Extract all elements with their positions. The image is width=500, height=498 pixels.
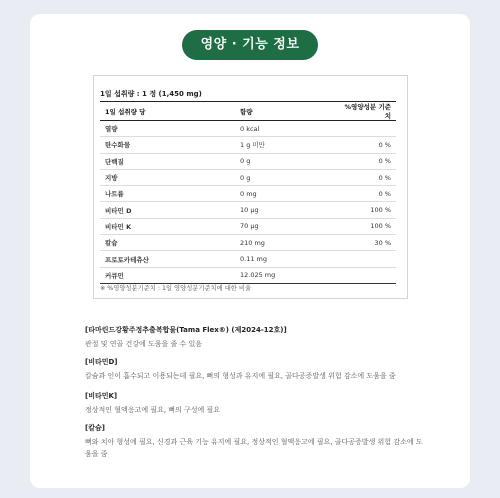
nutrient-name: 비타민 K: [100, 218, 235, 234]
table-row: [100, 267, 396, 283]
nutrient-amount: 210 mg: [235, 235, 335, 251]
nutrient-percent: [335, 121, 396, 137]
nutrient-name: 칼슘: [100, 235, 235, 251]
nutrient-name: 커큐민: [100, 267, 235, 283]
nutrient-amount: 0 g: [235, 153, 335, 169]
nutrient-percent: 0 %: [335, 153, 396, 169]
nutrient-amount: 1 g 미만: [235, 137, 335, 153]
table-row: [100, 251, 396, 267]
functional-claim-section: [85, 391, 425, 416]
nutrient-percent: [335, 267, 396, 283]
table-row: [100, 186, 396, 202]
functional-claim-section: [85, 325, 425, 350]
nutrient-amount: 0 g: [235, 169, 335, 185]
functional-claim-section: [85, 357, 425, 382]
nutrient-percent: 100 %: [335, 218, 396, 234]
section-heading: [비타민K]: [85, 392, 118, 400]
nutrient-percent: 100 %: [335, 202, 396, 218]
nutrient-amount: 0 kcal: [235, 121, 335, 137]
section-body: 관절 및 연골 건강에 도움을 줄 수 있음: [85, 340, 203, 348]
functional-claim-section: [85, 423, 425, 460]
nutrient-name: 지방: [100, 169, 235, 185]
nutrient-percent: [335, 251, 396, 267]
nutrient-percent: 0 %: [335, 169, 396, 185]
section-body: 칼슘과 인이 흡수되고 이용되는데 필요, 뼈의 형성과 유지에 필요, 골다공증발생 위험 감소에 도움을 줌: [85, 372, 396, 380]
nutrient-name: 단백질: [100, 153, 235, 169]
nutrient-amount: 70 μg: [235, 218, 335, 234]
nutrient-percent: 30 %: [335, 235, 396, 251]
table-row: [100, 137, 396, 153]
nutrient-percent: 0 %: [335, 137, 396, 153]
section-body: 정상적인 혈액응고에 필요, 뼈의 구성에 필요: [85, 406, 221, 414]
table-row: [100, 235, 396, 251]
daily-value-footnote: ※ %영양성분기준치 : 1일 영양성분기준치에 대한 비율: [100, 285, 252, 292]
nutrient-percent: 0 %: [335, 186, 396, 202]
section-title-badge: 영양 · 기능 정보: [182, 30, 318, 60]
nutrient-name: 프로토카테츄산: [100, 251, 235, 267]
nutrition-table: [100, 101, 396, 284]
table-row: [100, 169, 396, 185]
section-heading: [칼슘]: [85, 424, 105, 432]
table-row: [100, 153, 396, 169]
table-header-row: [100, 102, 396, 121]
nutrient-name: 열량: [100, 121, 235, 137]
nutrient-name: 비타민 D: [100, 202, 235, 218]
table-row: [100, 202, 396, 218]
section-heading: [비타민D]: [85, 358, 118, 366]
nutrient-amount: 0 mg: [235, 186, 335, 202]
nutrient-amount: 12.025 mg: [235, 267, 335, 283]
section-body: 뼈와 치아 형성에 필요, 신경과 근육 기능 유지에 필요, 정상적인 혈액응고에 필요, 골다공증발생 위험 감소에 도움을 줌: [85, 438, 423, 458]
section-heading: [타마린드강황주정추출복합물(Tama Flex®) (제2024-12호)]: [85, 326, 287, 334]
nutrient-name: 탄수화물: [100, 137, 235, 153]
header-per-serving: 1일 섭취량 당: [100, 102, 235, 121]
nutrient-name: 나트륨: [100, 186, 235, 202]
nutrient-amount: 0.11 mg: [235, 251, 335, 267]
header-amount: 함량: [235, 102, 335, 121]
serving-size: 1일 섭취량 : 1 정 (1,450 mg): [100, 90, 202, 98]
nutrient-amount: 10 μg: [235, 202, 335, 218]
header-daily-value: %영양성분 기준치: [335, 102, 396, 121]
table-row: [100, 218, 396, 234]
table-row: [100, 121, 396, 137]
